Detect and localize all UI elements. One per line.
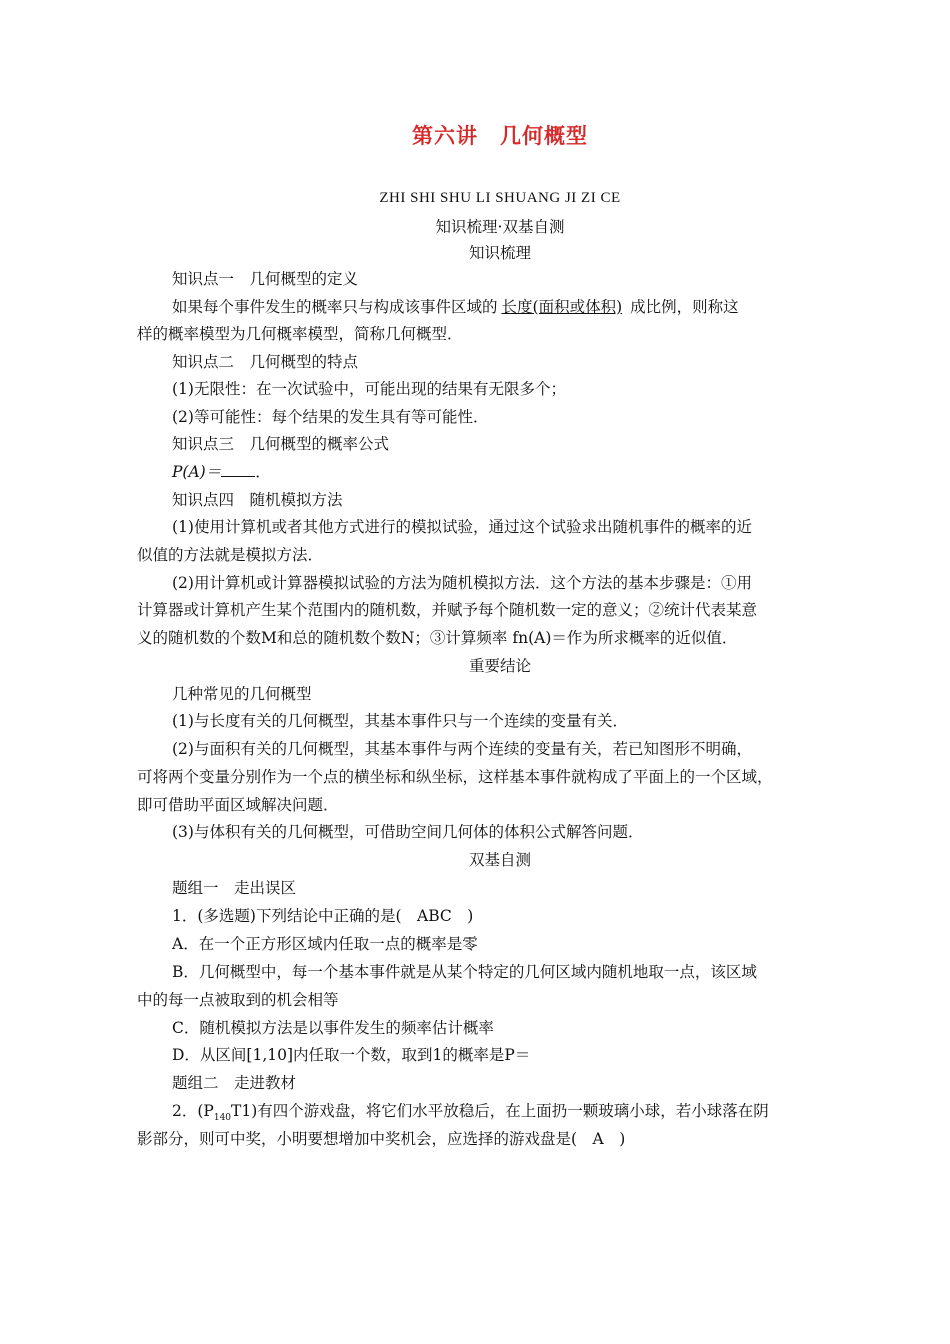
probability-formula [172, 460, 271, 482]
conclusion-item-3: (3)与体积有关的几何概型，可借助空间几何体的体积公式解答问题． [172, 823, 644, 841]
kp1-answer: 长度(面积或体积) [501, 298, 623, 316]
question-1-option-c: C．随机模拟方法是以事件发生的频率估计概率 [172, 1019, 494, 1037]
subsection-conclusions: 重要结论 [468, 657, 531, 675]
knowledge-point-2-item-2: (2)等可能性：每个结果的发生具有等可能性． [172, 408, 489, 426]
question-1-option-a: A．在一个正方形区域内任取一点的概率是零 [172, 935, 478, 953]
conclusion-item-2-line-2: 可将两个变量分别作为一个点的横坐标和纵坐标，这样基本事件就构成了平面上的一个区域， [137, 768, 773, 786]
kp4-item-1-line-2: 似值的方法就是模拟方法． [137, 546, 324, 564]
knowledge-point-1-text [172, 295, 739, 317]
knowledge-point-2-item-1: (1)无限性：在一次试验中，可能出现的结果有无限多个； [172, 380, 566, 398]
conclusion-item-2-line-1: (2)与面积有关的几何概型，其基本事件与两个连续的变量有关，若已知图形不明确， [172, 740, 752, 758]
q2-prefix: 2．(P [172, 1102, 214, 1120]
title-lecture-number: 第六讲 [412, 124, 478, 148]
formula-blank [221, 464, 255, 477]
knowledge-point-1-text-2: 样的概率模型为几何概率模型，简称几何概型． [137, 325, 463, 343]
section-header: 知识梳理·双基自测 [435, 218, 565, 236]
question-group-2-title: 题组二 走进教材 [172, 1074, 297, 1092]
kp1-text-pre: 如果每个事件发生的概率只与构成该事件区域的 [172, 298, 498, 316]
question-1-stem: 1．(多选题)下列结论中正确的是( ABC ) [172, 907, 474, 925]
title-topic: 几何概型 [500, 124, 588, 148]
pinyin-header: ZHI SHI SHU LI SHUANG JI ZI CE [379, 190, 621, 206]
question-1-option-b-line-1: B．几何概型中，每一个基本事件就是从某个特定的几何区域内随机地取一点，该区域 [172, 963, 757, 981]
conclusions-title: 几种常见的几何概型 [172, 685, 312, 703]
question-1-option-d: D．从区间[1,10]内任取一个数，取到1的概率是P＝ [172, 1046, 531, 1064]
knowledge-point-3-title: 知识点三 几何概型的概率公式 [172, 435, 390, 453]
question-2-line-2: 影部分，则可中奖，小明要想增加中奖机会，应选择的游戏盘是( A ) [137, 1130, 626, 1148]
conclusion-item-1: (1)与长度有关的几何概型，其基本事件只与一个连续的变量有关． [172, 712, 628, 730]
formula-end: ． [255, 463, 271, 481]
q2-text: T1)有四个游戏盘，将它们水平放稳后，在上面扔一颗玻璃小球，若小球落在阴 [231, 1102, 769, 1120]
question-group-1-title: 题组一 走出误区 [172, 879, 297, 897]
kp4-item-2-line-2: 计算器或计算机产生某个范围内的随机数，并赋予每个随机数一定的意义；②统计代表某意 [137, 601, 758, 619]
conclusion-item-2-line-3: 即可借助平面区域解决问题． [137, 796, 339, 814]
kp1-text-post: 成比例，则称这 [630, 298, 739, 316]
kp4-item-2-line-1: (2)用计算机或计算器模拟试验的方法为随机模拟方法．这个方法的基本步骤是：①用 [172, 574, 752, 592]
formula-lhs: P(A)＝ [172, 463, 222, 481]
page-title [0, 120, 950, 150]
knowledge-point-4-title: 知识点四 随机模拟方法 [172, 491, 343, 509]
subsection-knowledge: 知识梳理 [468, 244, 531, 262]
kp4-item-2-line-3: 义的随机数的个数M和总的随机数个数N；③计算频率 fn(A)＝作为所求概率的近似值． [137, 629, 738, 647]
question-2-line-1 [172, 1099, 769, 1123]
knowledge-point-2-title: 知识点二 几何概型的特点 [172, 353, 359, 371]
q2-page-subscript: 140 [213, 1113, 232, 1124]
subsection-self-test: 双基自测 [468, 851, 531, 869]
kp4-item-1-line-1: (1)使用计算机或者其他方式进行的模拟试验，通过这个试验求出随机事件的概率的近 [172, 518, 752, 536]
question-1-option-b-line-2: 中的每一点被取到的机会相等 [137, 991, 339, 1009]
knowledge-point-1-title: 知识点一 几何概型的定义 [172, 270, 359, 288]
